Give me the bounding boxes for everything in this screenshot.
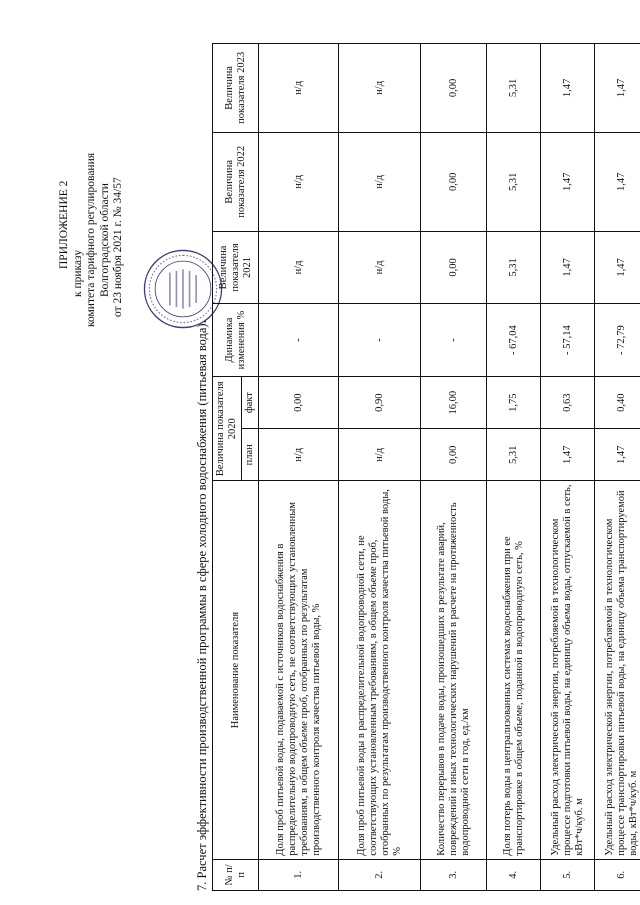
row-fact: 0,00 <box>259 377 339 429</box>
row-2022: н/д <box>339 132 421 231</box>
appendix-line-2: комитета тарифного регулирования <box>85 152 97 327</box>
row-2023: 1,47 <box>541 44 595 133</box>
table-row <box>339 44 421 891</box>
row-2021: 0,00 <box>421 231 487 303</box>
row-num: 4. <box>487 859 541 890</box>
row-num: 3. <box>421 859 487 890</box>
header-fact: факт <box>242 377 259 429</box>
appendix-title: ПРИЛОЖЕНИЕ 2 <box>58 180 70 269</box>
row-fact: 16,00 <box>421 377 487 429</box>
appendix-line-1: к приказу <box>71 249 84 297</box>
row-name: Количество перерывов в подаче воды, произошедших в результате аварий, повреждений и иных технологических нарушений в расчете на протяженность водопроводной сети в год, ед./км <box>421 481 487 859</box>
row-num: 5. <box>541 859 595 890</box>
header-2022: Величина показателя 2022 <box>213 132 259 231</box>
row-2022: 0,00 <box>421 132 487 231</box>
row-2021: 5,31 <box>487 231 541 303</box>
header-dynamics: Динамика изменения % <box>213 304 259 377</box>
row-2023: 1,47 <box>595 44 640 133</box>
row-dynamics: - 57,14 <box>541 304 595 377</box>
row-plan: н/д <box>339 429 421 481</box>
header-name: Наименование показателя <box>213 481 259 859</box>
appendix-block <box>58 27 126 357</box>
row-dynamics: - <box>339 304 421 377</box>
row-name: Удельный расход электрической энергии, потребляемой в технологическом процессе транспортировки питьевой воды, на единицу объема транспортируемой воды, кВт*ч/куб. м <box>595 481 640 859</box>
header-2021: Величина показателя 2021 <box>213 231 259 303</box>
row-dynamics: - 72,79 <box>595 304 640 377</box>
row-dynamics: - <box>421 304 487 377</box>
row-num: 6. <box>595 859 640 890</box>
row-name: Доля проб питьевой воды, подаваемой с источников водоснабжения в распределительную водопроводную сеть, не соответствующих установленным требованиям, в общем объеме проб, отобранных по результатам производственного контроля качества питьевой воды, % <box>259 481 339 859</box>
row-name: Удельный расход электрической энергии, потребляемой в технологическом процессе подготовки питьевой воды, на единицу объема воды, отпускаемой в сеть, кВт*ч/куб. м <box>541 481 595 859</box>
appendix-line-3: Волгоградской области <box>98 183 111 297</box>
row-2022: 1,47 <box>595 132 640 231</box>
row-fact: 0,63 <box>541 377 595 429</box>
row-fact: 1,75 <box>487 377 541 429</box>
row-2023: 5,31 <box>487 44 541 133</box>
row-2022: 1,47 <box>541 132 595 231</box>
header-num: № п/п <box>213 859 259 890</box>
section-heading: 7. Расчет эффективности производственной программы в сфере холодного водоснабжения (питьевая вода). <box>195 320 209 891</box>
table-row <box>595 44 640 891</box>
appendix-line-4: от 23 ноября 2021 г. № 34/57 <box>112 177 124 317</box>
row-2022: 5,31 <box>487 132 541 231</box>
table-row <box>541 44 595 891</box>
row-2021: н/д <box>259 231 339 303</box>
row-dynamics: - 67,04 <box>487 304 541 377</box>
row-name: Доля потерь воды в централизованных системах водоснабжения при ее транспортировке в общем объеме, поданной в водопроводную сеть, % <box>487 481 541 859</box>
row-2023: н/д <box>339 44 421 133</box>
row-2022: н/д <box>259 132 339 231</box>
row-plan: 5,31 <box>487 429 541 481</box>
program-efficiency-table <box>212 43 640 891</box>
row-name: Доля проб питьевой воды в распределительной водопроводной сети, не соответствующих установленным требованиям, в общем объеме проб, отобранных по результатам производственного контроля качества питьевой воды, % <box>339 481 421 859</box>
header-2023: Величина показателя 2023 <box>213 44 259 133</box>
row-dynamics: - <box>259 304 339 377</box>
table-row <box>259 44 339 891</box>
table-row <box>421 44 487 891</box>
row-2021: н/д <box>339 231 421 303</box>
row-plan: 1,47 <box>595 429 640 481</box>
row-2021: 1,47 <box>541 231 595 303</box>
header-plan: план <box>242 429 259 481</box>
row-plan: 0,00 <box>421 429 487 481</box>
row-num: 1. <box>259 859 339 890</box>
row-2021: 1,47 <box>595 231 640 303</box>
row-plan: н/д <box>259 429 339 481</box>
table-header-row <box>213 44 242 891</box>
row-plan: 1,47 <box>541 429 595 481</box>
row-2023: 0,00 <box>421 44 487 133</box>
row-fact: 0,40 <box>595 377 640 429</box>
row-fact: 0,90 <box>339 377 421 429</box>
row-num: 2. <box>339 859 421 890</box>
row-2023: н/д <box>259 44 339 133</box>
table-row <box>487 44 541 891</box>
header-value-2020: Величина показателя 2020 <box>213 377 242 481</box>
